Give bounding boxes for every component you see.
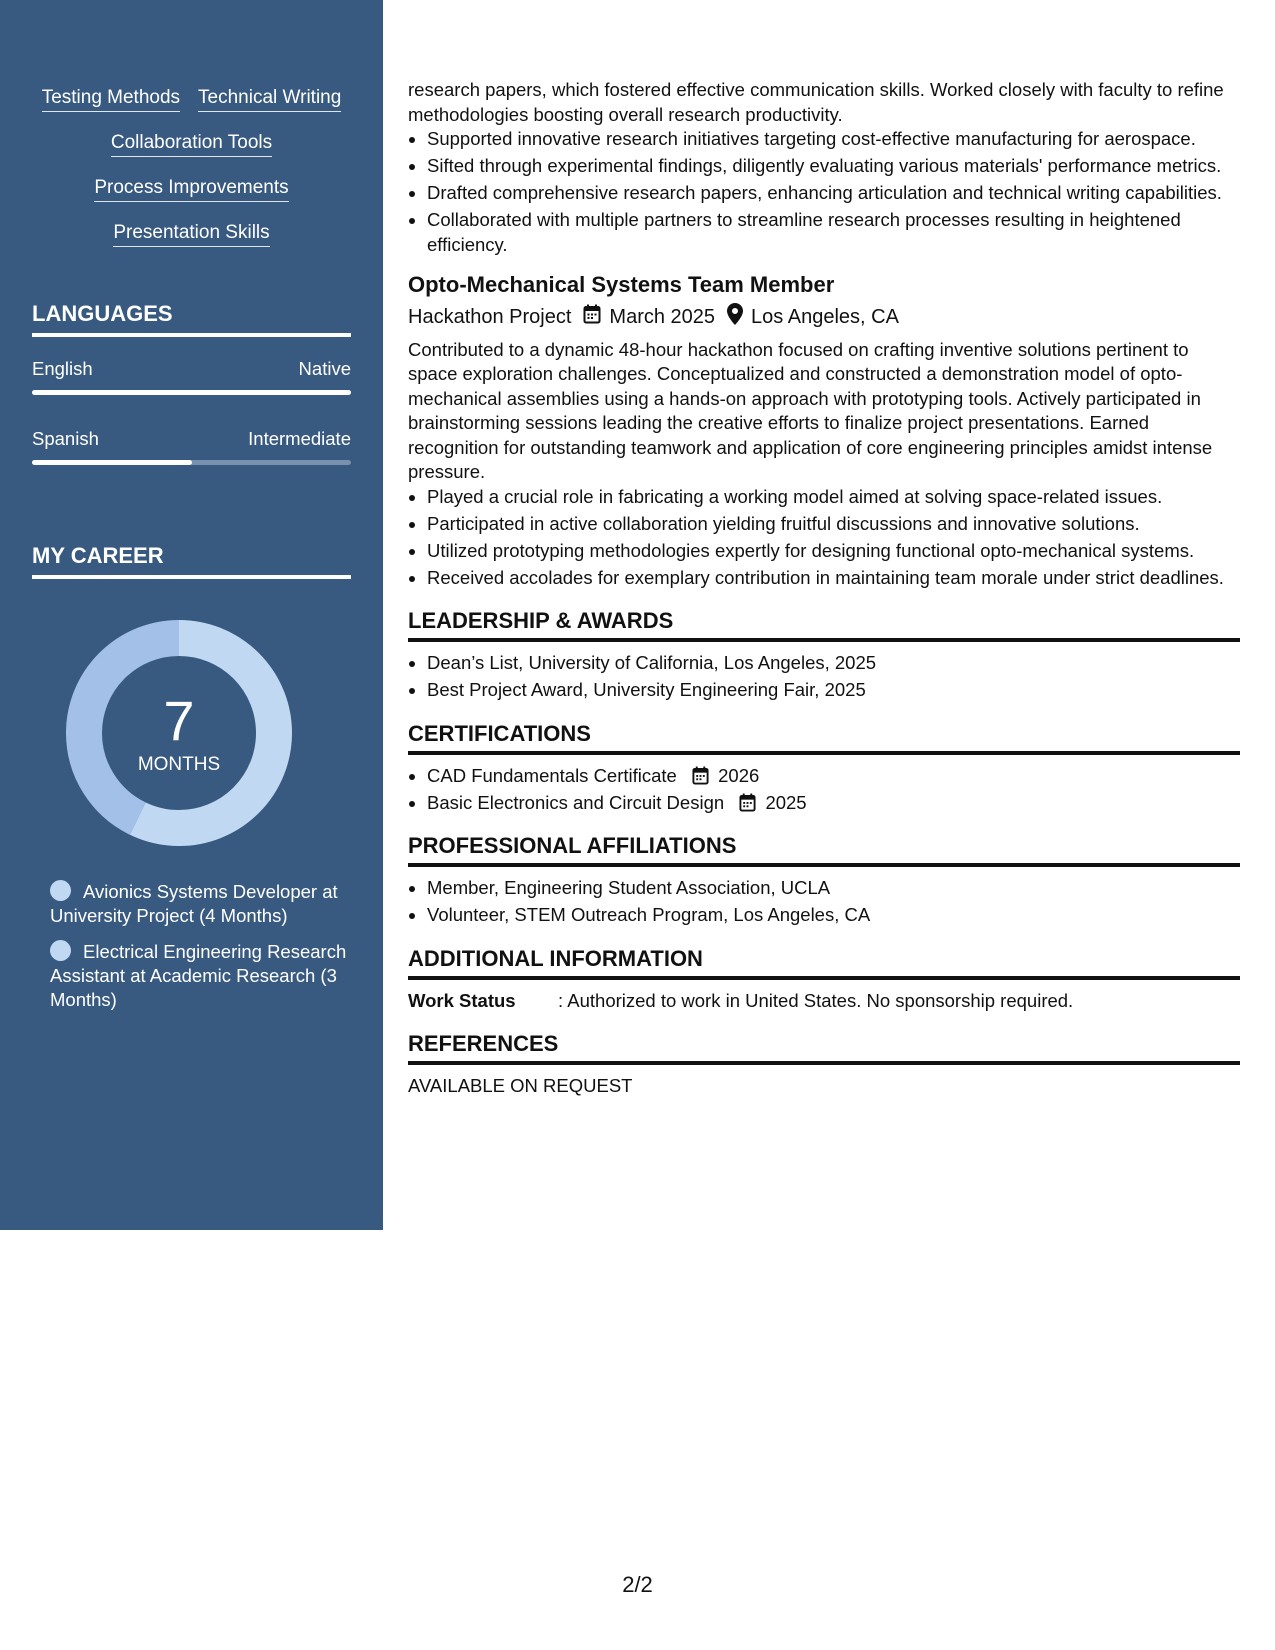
list-item: • Member, Engineering Student Association, UCLA: [427, 876, 1240, 901]
list-item: • Dean’s List, University of California, Los Angeles, 2025: [427, 651, 1240, 676]
language-bar-fill: [32, 460, 192, 465]
job-description: Contributed to a dynamic 48-hour hackathon focused on crafting inventive solutions pertinent to space exploration challenges. Conceptualized and constructed a demonstration model of opto-mechanical assemblies using a hands-on approach with prototyping tools. Actively participated in brainstorming sessions leading the creative efforts to finalize project presentations. Earned recognition for outstanding teamwork and application of core engineering principles amidst intense pressure.: [408, 338, 1213, 482]
job-org: Hackathon Project: [408, 306, 572, 328]
skills-list: [0, 86, 383, 266]
legend-dot-icon: [50, 880, 71, 901]
calendar-icon: [739, 793, 756, 812]
career-unit: MONTHS: [137, 754, 221, 775]
list-item: • Drafted comprehensive research papers, enhancing articulation and technical writing capabilities.: [427, 181, 1240, 206]
career-legend-item: Avionics Systems Developer at University Project (4 Months): [50, 881, 338, 926]
list-item: • Best Project Award, University Engineering Fair, 2025: [427, 678, 1240, 703]
leadership-list: [408, 651, 1240, 703]
career-heading: MY CAREER: [32, 543, 351, 579]
calendar-icon: [692, 766, 709, 785]
job-bullets: [408, 485, 1240, 591]
work-status-label: Work Status: [408, 989, 516, 1011]
main-content: [408, 78, 1240, 1099]
list-item: • Supported innovative research initiatives targeting cost-effective manufacturing for aerospace.: [427, 127, 1240, 152]
work-status-value: : Authorized to work in United States. No sponsorship required.: [558, 989, 1074, 1011]
job-meta: [408, 303, 1240, 332]
language-level: Native: [298, 358, 351, 379]
list-item: • CAD Fundamentals Certificate 2026: [427, 764, 1240, 789]
language-english: [32, 358, 351, 395]
intro-paragraph: research papers, which fostered effective communication skills. Worked closely with faculty to refine methodologies boosting overall research productivity.: [408, 79, 1224, 125]
references-heading: REFERENCES: [408, 1030, 1240, 1065]
location-pin-icon: [727, 303, 743, 332]
list-item: • Played a crucial role in fabricating a working model aimed at solving space-related issues.: [427, 485, 1240, 510]
calendar-icon: [583, 304, 601, 331]
language-spanish: [32, 428, 351, 465]
page-number: 2/2: [622, 1572, 653, 1597]
additional-info-heading: ADDITIONAL INFORMATION: [408, 945, 1240, 980]
list-item: • Participated in active collaboration yielding fruitful discussions and innovative solutions.: [427, 512, 1240, 537]
list-item: • Utilized prototyping methodologies expertly for designing functional opto-mechanical systems.: [427, 539, 1240, 564]
language-bar: [32, 390, 351, 395]
career-legend: [50, 880, 350, 1024]
language-name: Spanish: [32, 428, 99, 449]
references-text: AVAILABLE ON REQUEST: [408, 1075, 633, 1096]
list-item: • Volunteer, STEM Outreach Program, Los Angeles, CA: [427, 903, 1240, 928]
list-item: • Received accolades for exemplary contribution in maintaining team morale under strict deadlines.: [427, 566, 1240, 591]
skill-tag: Process Improvements: [94, 176, 288, 202]
intro-bullets: [408, 127, 1240, 257]
affiliations-list: [408, 876, 1240, 928]
career-donut-chart: [66, 620, 292, 846]
list-item: • Sifted through experimental findings, diligently evaluating various materials' performance metrics.: [427, 154, 1240, 179]
job-date: March 2025: [609, 306, 716, 328]
job-location: Los Angeles, CA: [751, 306, 899, 328]
language-name: English: [32, 358, 93, 379]
affiliations-heading: PROFESSIONAL AFFILIATIONS: [408, 832, 1240, 867]
certifications-heading: CERTIFICATIONS: [408, 720, 1240, 755]
language-bar-fill: [32, 390, 351, 395]
career-total: 7: [163, 689, 195, 752]
career-legend-item: Electrical Engineering Research Assistant at Academic Research (3 Months): [50, 941, 347, 1010]
legend-dot-icon: [50, 940, 71, 961]
list-item: • Collaborated with multiple partners to streamline research processes resulting in heightened efficiency.: [427, 208, 1240, 257]
language-bar: [32, 460, 351, 465]
skill-tag: Testing Methods: [42, 86, 180, 112]
sidebar: [0, 0, 383, 1230]
leadership-heading: LEADERSHIP & AWARDS: [408, 607, 1240, 642]
languages-heading: LANGUAGES: [32, 301, 351, 337]
certifications-list: [408, 764, 1240, 816]
language-level: Intermediate: [248, 428, 351, 449]
skill-tag: Collaboration Tools: [111, 131, 272, 157]
work-status-row: [408, 989, 1240, 1014]
skill-tag: Technical Writing: [198, 86, 341, 112]
skill-tag: Presentation Skills: [113, 221, 269, 247]
list-item: • Basic Electronics and Circuit Design 2025: [427, 791, 1240, 816]
job-title: Opto-Mechanical Systems Team Member: [408, 272, 835, 297]
